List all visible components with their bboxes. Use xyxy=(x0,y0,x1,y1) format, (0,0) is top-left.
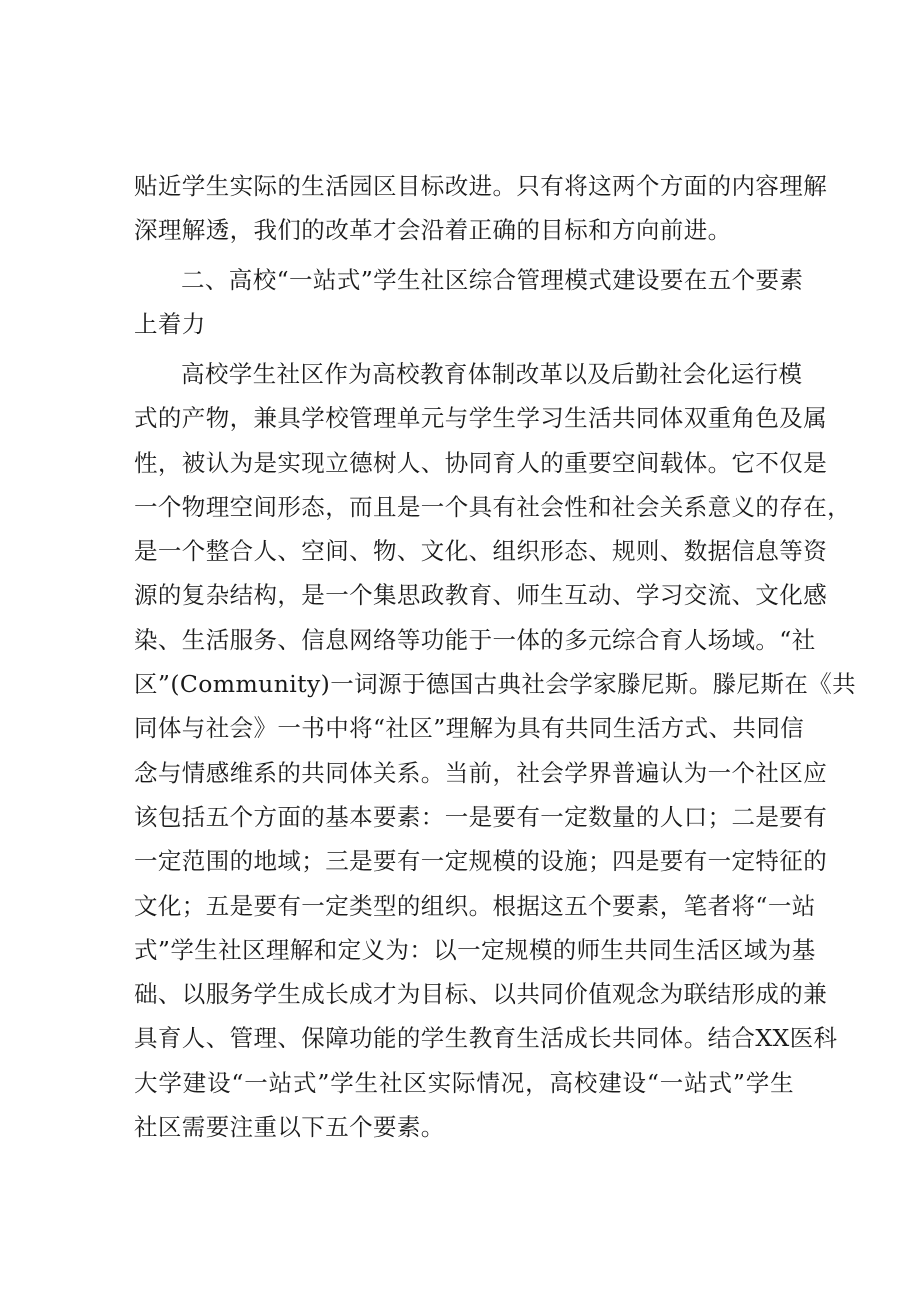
paragraph-line: 式的产物，兼具学校管理单元与学生学习生活共同体双重角色及属 xyxy=(134,404,828,433)
paragraph-line: 该包括五个方面的基本要素：一是要有一定数量的人口；二是要有 xyxy=(134,802,828,831)
paragraph-line: 一个物理空间形态，而且是一个具有社会性和社会关系意义的存在， xyxy=(134,492,851,521)
paragraph-line: 念与情感维系的共同体关系。当前，社会学界普遍认为一个社区应 xyxy=(134,758,828,787)
paragraph-line: 高校学生社区作为高校教育体制改革以及后勤社会化运行模 xyxy=(181,360,803,388)
paragraph-line: 同体与社会》一书中将“社区”理解为具有共同生活方式、共同信 xyxy=(134,714,805,743)
paragraph-line: 础、以服务学生成长成才为目标、以共同价值观念为联结形成的兼 xyxy=(134,980,828,1009)
paragraph-line: 是一个整合人、空间、物、文化、组织形态、规则、数据信息等资 xyxy=(134,537,828,566)
heading-line: 二、高校“一站式”学生社区综合管理模式建设要在五个要素 xyxy=(181,266,804,294)
paragraph-line: 社区需要注重以下五个要素。 xyxy=(134,1113,445,1142)
paragraph-line: 文化；五是要有一定类型的组织。根据这五个要素，笔者将“一站 xyxy=(134,891,816,920)
paragraph-line: 源的复杂结构，是一个集思政教育、师生互动、学习交流、文化感 xyxy=(134,581,828,610)
body-paragraph xyxy=(134,352,857,1149)
section-heading xyxy=(134,258,804,347)
paragraph-line: 区”(Community)一词源于德国古典社会学家滕尼斯。滕尼斯在《共 xyxy=(134,670,857,699)
heading-line: 上着力 xyxy=(134,310,206,339)
paragraph-line: 染、生活服务、信息网络等功能于一体的多元综合育人场域。“社 xyxy=(134,625,816,654)
paragraph-continuation xyxy=(134,164,828,253)
paragraph-line: 大学建设“一站式”学生社区实际情况，高校建设“一站式”学生 xyxy=(134,1068,794,1097)
paragraph-line: 性，被认为是实现立德树人、协同育人的重要空间载体。它不仅是 xyxy=(134,448,828,477)
paragraph-line: 式”学生社区理解和定义为：以一定规模的师生共同生活区域为基 xyxy=(134,935,816,964)
paragraph-line: 一定范围的地域；三是要有一定规模的设施；四是要有一定特征的 xyxy=(134,847,828,876)
paragraph-line: 具育人、管理、保障功能的学生教育生活成长共同体。结合XX医科 xyxy=(134,1024,838,1053)
paragraph-line: 贴近学生实际的生活园区目标改进。只有将这两个方面的内容理解 xyxy=(134,172,828,200)
paragraph-line: 深理解透，我们的改革才会沿着正确的目标和方向前进。 xyxy=(134,216,732,245)
